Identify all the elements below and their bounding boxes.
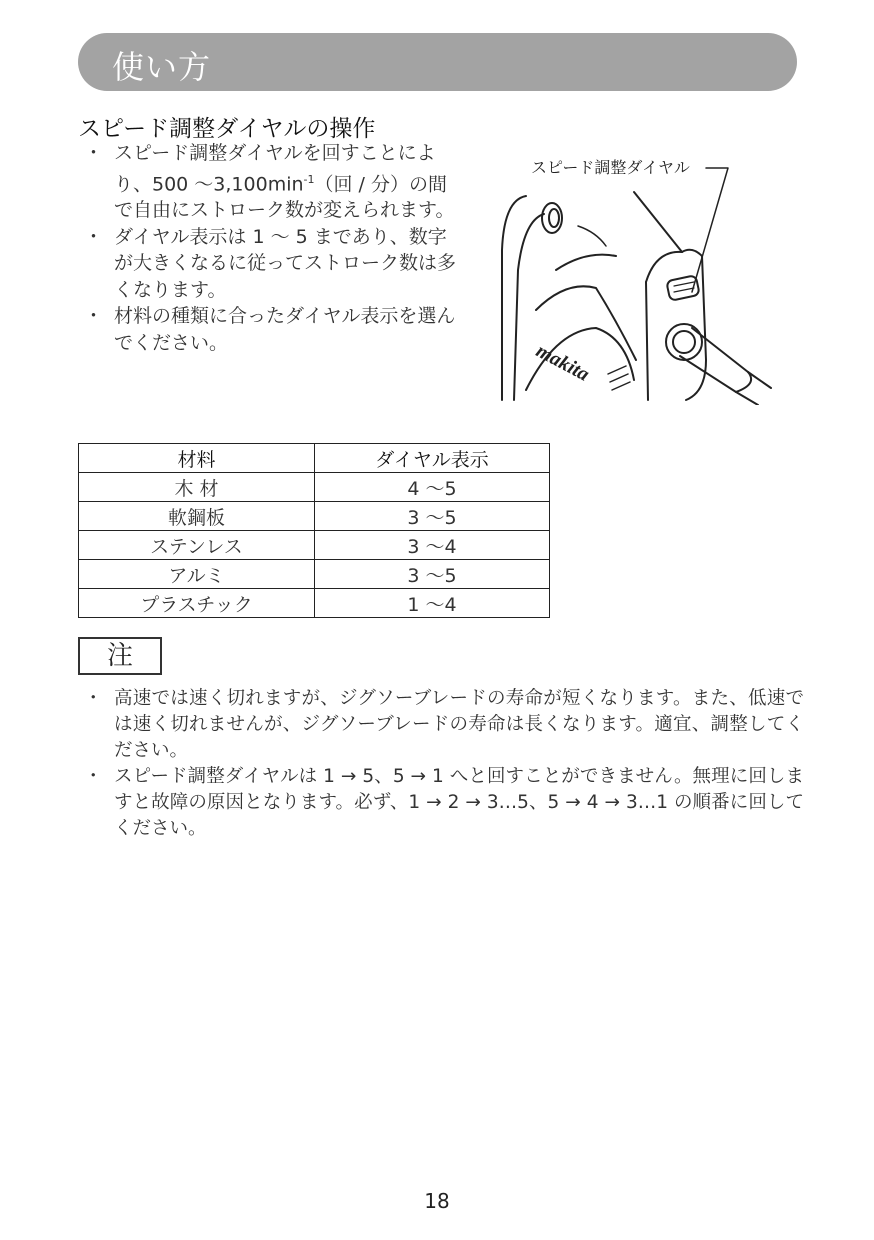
list-item: ・ 材料の種類に合ったダイヤル表示を選んでください。 xyxy=(84,303,464,356)
illustration-label: スピード調整ダイヤル xyxy=(531,158,690,177)
table-row xyxy=(79,560,550,589)
page-number: 18 xyxy=(424,1189,450,1213)
bullet-text-1: スピード調整ダイヤルを回すことにより、500 ～3,100min xyxy=(114,142,436,195)
brand-logo: makita xyxy=(532,339,593,386)
list-item: ・ 高速では速く切れますが、ジグソーブレードの寿命が短くなります。また、低速では速く切れませんが、ジグソーブレードの寿命は長くなります。適宜、調整してください。 xyxy=(84,686,804,764)
table-row xyxy=(79,473,550,502)
header-dial-setting: ダイヤル表示 xyxy=(315,444,550,473)
section-heading: スピード調整ダイヤルの操作 xyxy=(78,116,376,142)
dial-cell: 3 ～4 xyxy=(315,531,550,560)
dial-cell: 3 ～5 xyxy=(315,502,550,531)
header-material: 材料 xyxy=(79,444,315,473)
material-cell: 軟鋼板 xyxy=(79,502,315,531)
list-item: ・ ダイヤル表示は 1 ～ 5 まであり、数字が大きくなるに従ってストローク数は多くなります。 xyxy=(84,224,464,304)
table-row xyxy=(79,531,550,560)
table-row xyxy=(79,589,550,618)
dial-cell: 1 ～4 xyxy=(315,589,550,618)
list-item xyxy=(84,140,464,224)
material-dial-table xyxy=(78,443,550,618)
note-heading: 注 xyxy=(78,637,162,675)
material-cell: ステンレス xyxy=(79,531,315,560)
page-title: 使い方 xyxy=(112,48,212,86)
note-list xyxy=(84,686,804,842)
bullet-text-1-tail: （回 / 分）の間で自由にストローク数が変えられます。 xyxy=(114,172,455,222)
list-item: ・ スピード調整ダイヤルは 1 → 5、5 → 1 へと回すことができません。無理に回しますと故障の原因となります。必ず、1 → 2 → 3…5、5 → 4 → 3…1 の順番に回してください。 xyxy=(84,764,804,842)
material-cell: 木 材 xyxy=(79,473,315,502)
dial-cell: 4 ～5 xyxy=(315,473,550,502)
dial-cell: 3 ～5 xyxy=(315,560,550,589)
unit-superscript: -1 xyxy=(303,172,315,186)
table-header-row xyxy=(79,444,550,473)
material-cell: アルミ xyxy=(79,560,315,589)
header-bar xyxy=(78,33,797,91)
jigsaw-speed-dial-illustration xyxy=(496,160,776,405)
material-cell: プラスチック xyxy=(79,589,315,618)
table-row xyxy=(79,502,550,531)
speed-dial-instructions xyxy=(84,140,464,356)
